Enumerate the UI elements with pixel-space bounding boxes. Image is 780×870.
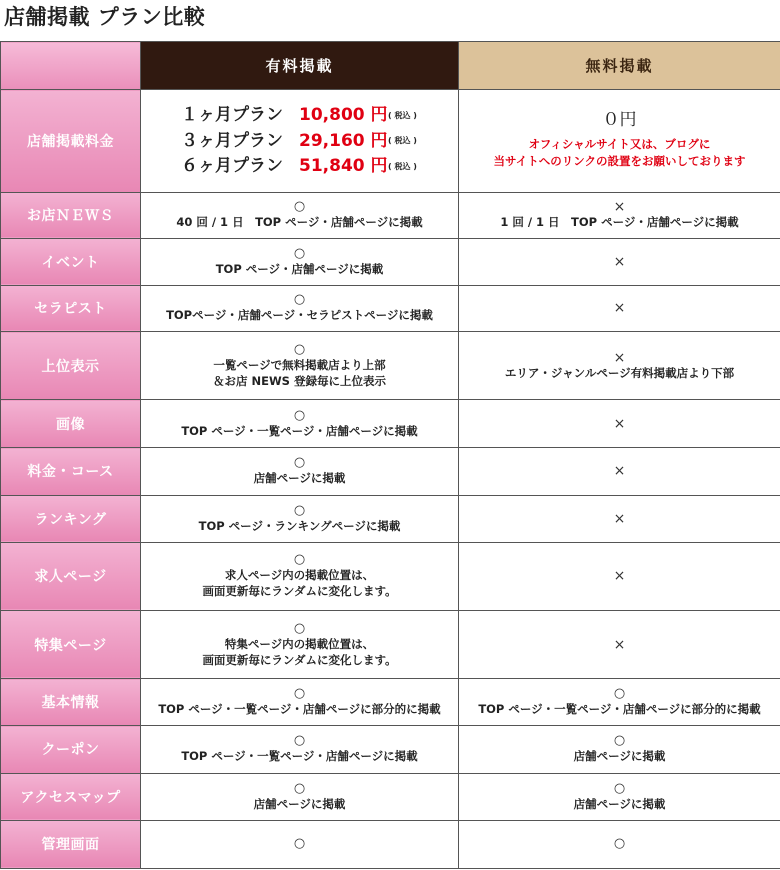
cross-mark-icon: × (613, 349, 626, 366)
paid-text-2: 画面更新毎にランダムに変化します。 (202, 652, 397, 667)
paid-cell (141, 542, 459, 610)
paid-text: TOP ページ・一覧ページ・店舗ページに部分的に掲載 (158, 702, 441, 717)
row-label: 求人ページ (1, 542, 141, 610)
paid-cell (141, 332, 459, 400)
circle-mark-icon: ○ (613, 836, 626, 852)
row-label: 料金・コース (1, 448, 141, 495)
free-note-line-2: 当サイトへのリンクの設置をお願いしております (493, 153, 746, 168)
circle-mark-icon: ○ (293, 686, 306, 702)
paid-text: TOP ページ・一覧ページ・店舗ページに掲載 (181, 749, 418, 764)
circle-mark-icon: ○ (293, 455, 306, 471)
row-recruit (1, 542, 780, 610)
paid-text: TOP ページ・一覧ページ・店舗ページに掲載 (181, 423, 418, 438)
row-label: アクセスマップ (1, 773, 141, 820)
circle-mark-icon: ○ (613, 686, 626, 702)
paid-cell (141, 400, 459, 448)
paid-cell (141, 448, 459, 495)
circle-mark-icon: ○ (293, 733, 306, 749)
free-price-cell (459, 90, 780, 192)
row-basic-info (1, 679, 780, 726)
row-therapist (1, 285, 780, 331)
paid-plan-header: 有料掲載 (141, 42, 459, 90)
circle-mark-icon: ○ (293, 341, 306, 357)
circle-mark-icon: ○ (293, 245, 306, 261)
paid-text: 店舗ページに掲載 (253, 471, 346, 486)
paid-text: TOP ページ・店舗ページに掲載 (215, 261, 384, 276)
header-corner (1, 42, 141, 90)
paid-text: 求人ページ内の掲載位置は、 (224, 568, 375, 583)
circle-mark-icon: ○ (293, 199, 306, 215)
free-text: 1 回 / 1 日 TOP ページ・店舗ページに掲載 (500, 215, 739, 230)
paid-text: TOP ページ・ランキングページに掲載 (198, 518, 401, 533)
paid-text: 特集ページ内の掲載位置は、 (224, 636, 375, 651)
row-label-price: 店舗掲載料金 (1, 90, 141, 192)
free-note-line-1: オフィシャルサイト又は、ブログに (528, 136, 711, 151)
paid-text: TOPページ・店舗ページ・セラピストページに掲載 (166, 308, 433, 323)
row-admin (1, 820, 780, 868)
paid-cell (141, 285, 459, 331)
row-top-display (1, 332, 780, 400)
free-cell (459, 495, 780, 542)
row-label: セラピスト (1, 285, 141, 331)
free-text: エリア・ジャンルページ有料掲載店より下部 (504, 365, 735, 380)
cross-mark-icon: × (613, 199, 626, 216)
row-label: ランキング (1, 495, 141, 542)
free-cell (459, 542, 780, 610)
paid-text-2: ＆お店 NEWS 登録毎に上位表示 (213, 373, 386, 388)
row-label: 画像 (1, 400, 141, 448)
circle-mark-icon: ○ (293, 407, 306, 423)
row-label: お店ＮＥＷＳ (1, 192, 141, 238)
free-cell (459, 285, 780, 331)
cross-mark-icon: × (613, 300, 626, 317)
cross-mark-icon: × (613, 568, 626, 585)
paid-cell (141, 679, 459, 726)
paid-text: 一覧ページで無料掲載店より上部 (213, 357, 386, 372)
header-row (1, 42, 780, 90)
free-cell (459, 820, 780, 868)
page-title: 店舗掲載 プラン比較 (4, 5, 206, 29)
cross-mark-icon: × (613, 636, 626, 653)
circle-mark-icon: ○ (293, 620, 306, 636)
free-text: 店舗ページに掲載 (573, 796, 666, 811)
free-cell (459, 238, 780, 285)
row-price-course (1, 448, 780, 495)
plan-3-month: ３ヶ月プラン 29,160 円( 税込 ) (181, 130, 417, 151)
free-plan-header: 無料掲載 (459, 42, 780, 90)
row-label: 基本情報 (1, 679, 141, 726)
row-label: 特集ページ (1, 610, 141, 678)
paid-cell (141, 773, 459, 820)
free-cell (459, 332, 780, 400)
free-cell (459, 192, 780, 238)
row-label: 管理画面 (1, 820, 141, 868)
paid-cell (141, 610, 459, 678)
row-label: イベント (1, 238, 141, 285)
plan-1-month: １ヶ月プラン 10,800 円( 税込 ) (181, 105, 417, 126)
paid-text-2: 画面更新毎にランダムに変化します。 (202, 584, 397, 599)
row-news (1, 192, 780, 238)
paid-cell (141, 820, 459, 868)
free-cell (459, 610, 780, 678)
cross-mark-icon: × (613, 253, 626, 270)
circle-mark-icon: ○ (613, 780, 626, 796)
row-image (1, 400, 780, 448)
paid-cell (141, 192, 459, 238)
cross-mark-icon: × (613, 415, 626, 432)
circle-mark-icon: ○ (293, 292, 306, 308)
cross-mark-icon: × (613, 510, 626, 527)
free-cell (459, 400, 780, 448)
row-event (1, 238, 780, 285)
free-cell (459, 679, 780, 726)
paid-cell (141, 495, 459, 542)
free-cell (459, 773, 780, 820)
row-access-map (1, 773, 780, 820)
circle-mark-icon: ○ (293, 552, 306, 568)
paid-text: 40 回 / 1 日 TOP ページ・店舗ページに掲載 (176, 215, 423, 230)
free-text: 店舗ページに掲載 (573, 749, 666, 764)
free-text: TOP ページ・一覧ページ・店舗ページに部分的に掲載 (478, 702, 761, 717)
row-label: クーポン (1, 726, 141, 773)
row-feature (1, 610, 780, 678)
circle-mark-icon: ○ (293, 780, 306, 796)
circle-mark-icon: ○ (293, 836, 306, 852)
row-label: 上位表示 (1, 332, 141, 400)
price-row (1, 90, 780, 192)
paid-price-cell (141, 90, 459, 192)
cross-mark-icon: × (613, 463, 626, 480)
free-price: ０円 (602, 109, 637, 130)
free-cell (459, 448, 780, 495)
circle-mark-icon: ○ (613, 733, 626, 749)
paid-cell (141, 726, 459, 773)
row-ranking (1, 495, 780, 542)
circle-mark-icon: ○ (293, 502, 306, 518)
paid-text: 店舗ページに掲載 (253, 796, 346, 811)
plan-comparison-table (0, 41, 780, 869)
paid-cell (141, 238, 459, 285)
plan-6-month: ６ヶ月プラン 51,840 円( 税込 ) (181, 156, 417, 177)
row-coupon (1, 726, 780, 773)
free-cell (459, 726, 780, 773)
